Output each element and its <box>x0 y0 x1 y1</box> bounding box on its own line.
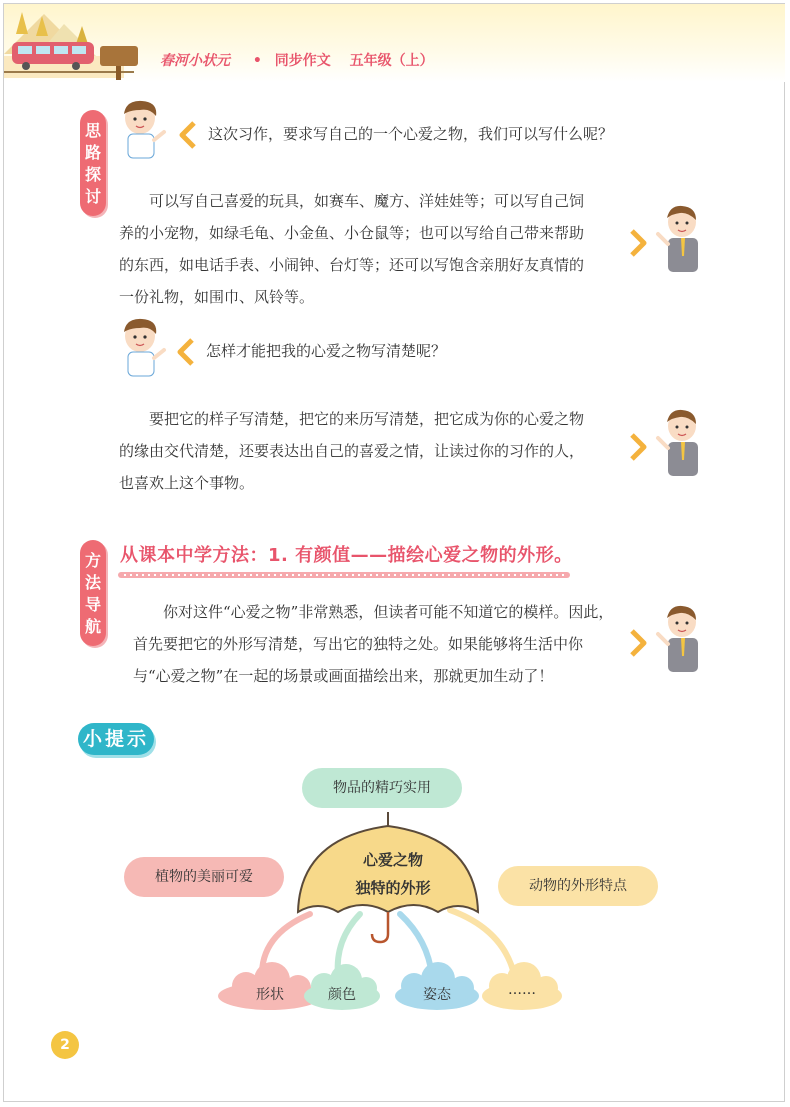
a2-line: 的缘由交代清楚，还要表达出自己的喜爱之情，让读过你的习作的人， <box>119 442 585 460</box>
train-illustration-icon <box>4 4 154 84</box>
chevron-left-icon <box>174 337 196 367</box>
thinking-tab-char: 讨 <box>84 187 101 206</box>
m1-line: 首先要把它的外形写清楚，写出它的独特之处。如果能够将生活中你 <box>133 635 584 653</box>
tip-badge: 小提示 <box>78 723 154 755</box>
left-pill: 植物的美丽可爱 <box>124 857 284 897</box>
thinking-tab-label <box>80 120 106 208</box>
question-one: 这次习作，要求写自己的一个心爱之物，我们可以写什么呢？ <box>208 125 614 143</box>
method-tab-char: 导 <box>84 595 101 614</box>
method-tab-char: 航 <box>84 617 101 636</box>
a1-line: 的东西，如电话手表、小闹钟、台灯等；还可以写饱含亲朋好友真情的 <box>119 256 585 274</box>
brand-logo-text: 春河小状元 <box>160 53 230 69</box>
method-title: 从课本中学方法：1. 有颜值——描绘心爱之物的外形。 <box>120 545 573 566</box>
thinking-tab-char: 探 <box>84 165 101 184</box>
question-two: 怎样才能把我的心爱之物写清楚呢？ <box>206 342 447 360</box>
method-tab-char: 方 <box>84 551 101 570</box>
teacher-icon <box>652 406 708 482</box>
thinking-section-tab <box>80 110 106 216</box>
teacher-icon <box>652 602 708 678</box>
m1-line: 你对这件“心爱之物”非常熟悉，但读者可能不知道它的模样。因此， <box>163 603 614 621</box>
cloud-shape: 形状 <box>256 987 284 1003</box>
teacher-icon <box>652 202 708 278</box>
a1-line: 可以写自己喜爱的玩具，如赛车、魔方、洋娃娃等；可以写自己饲 <box>149 192 585 210</box>
top-pill: 物品的精巧实用 <box>302 768 462 808</box>
series-name: 同步作文 <box>274 53 331 69</box>
header-dot: • <box>252 53 262 69</box>
boy-student-icon <box>116 98 168 166</box>
m1-line: 与“心爱之物”在一起的场景或画面描绘出来，那就更加生动了！ <box>133 667 554 685</box>
umbrella-line-2: 独特的外形 <box>355 879 431 897</box>
umbrella-line-1: 心爱之物 <box>362 851 423 869</box>
right-pill: 动物的外形特点 <box>498 866 658 906</box>
grade-label: 五年级（上） <box>349 53 434 69</box>
method-section-tab <box>80 540 106 646</box>
header-title <box>160 50 434 70</box>
dotted-divider <box>118 570 570 580</box>
chevron-right-icon <box>628 228 650 258</box>
chevron-left-icon <box>176 120 198 150</box>
umbrella-caption <box>318 846 468 902</box>
a2-line: 要把它的样子写清楚，把它的来历写清楚，把它成为你的心爱之物 <box>149 410 585 428</box>
chevron-right-icon <box>628 628 650 658</box>
a1-line: 一份礼物，如围巾、风铃等。 <box>119 288 315 306</box>
cloud-more: …… <box>508 982 536 998</box>
thinking-tab-char: 路 <box>84 143 101 162</box>
a2-line: 也喜欢上这个事物。 <box>119 474 255 492</box>
chevron-right-icon <box>628 432 650 462</box>
boy-student-icon <box>116 316 168 384</box>
method-tab-char: 法 <box>84 573 101 592</box>
thinking-tab-char: 思 <box>84 121 101 140</box>
cloud-color: 颜色 <box>328 987 356 1003</box>
cloud-posture: 姿态 <box>423 987 451 1003</box>
a1-line: 养的小宠物，如绿毛龟、小金鱼、小仓鼠等；也可以写给自己带来帮助 <box>119 224 585 242</box>
page-number: 2 <box>51 1031 79 1059</box>
method-tab-label <box>80 550 106 638</box>
